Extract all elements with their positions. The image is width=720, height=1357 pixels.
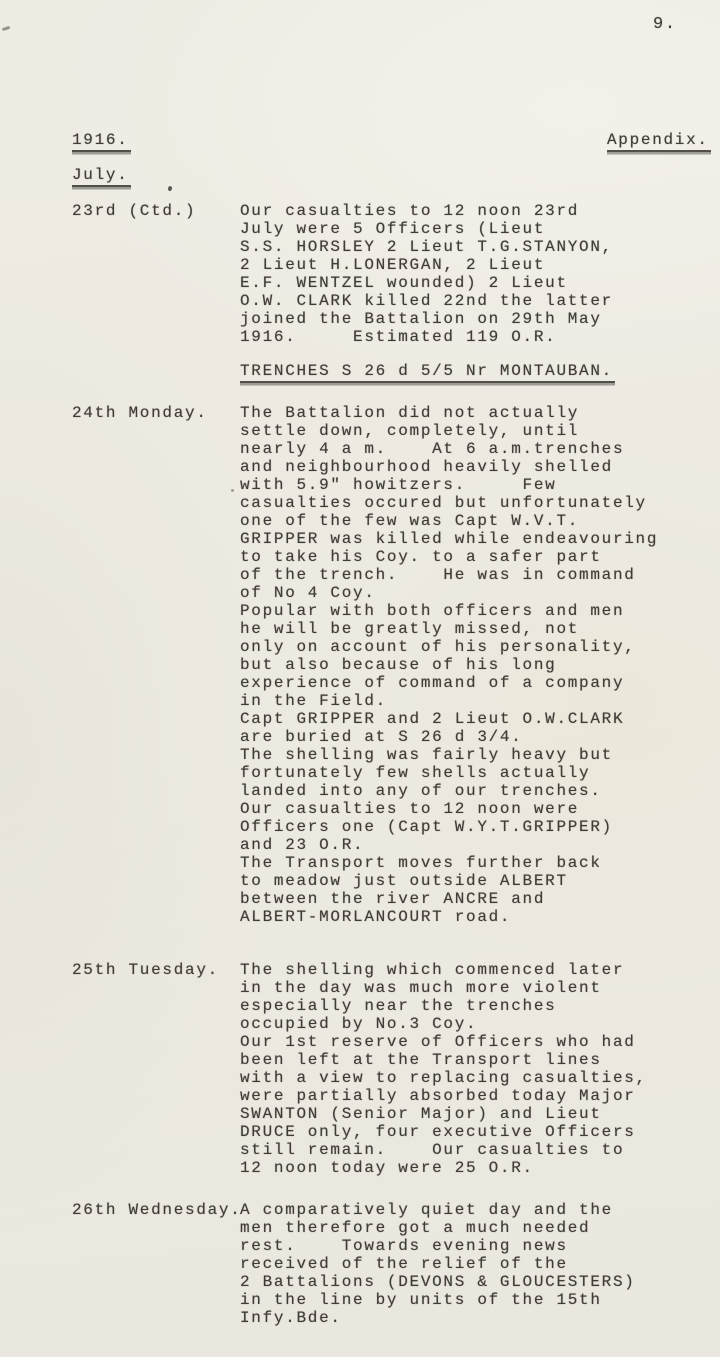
- entry-line: 2 Battalions (DEVONS & GLOUCESTERS): [240, 1273, 636, 1291]
- entry-line: and 23 O.R.: [240, 836, 365, 854]
- ink-speck: [231, 489, 234, 492]
- entry-line: 12 noon today were 25 O.R.: [240, 1159, 534, 1177]
- entry-date: 24th Monday.: [72, 404, 208, 422]
- entry-line: nearly 4 a m. At 6 a.m.trenches: [240, 440, 625, 458]
- entry-line: Our casualties to 12 noon were: [240, 800, 580, 818]
- ink-speck: [2, 26, 10, 31]
- entry-line: Infy.Bde.: [240, 1309, 342, 1327]
- entry-line: S.S. HORSLEY 2 Lieut T.G.STANYON,: [240, 238, 613, 256]
- entry-line: E.F. WENTZEL wounded) 2 Lieut: [240, 274, 568, 292]
- entry-line: and neighbourhood heavily shelled: [240, 458, 613, 476]
- entry-line: ALBERT-MORLANCOURT road.: [240, 908, 512, 926]
- entry-line: still remain. Our casualties to: [240, 1141, 625, 1159]
- entry-line: The shelling which commenced later: [240, 961, 625, 979]
- entry-date: 25th Tuesday.: [72, 961, 219, 979]
- entry-line: The Battalion did not actually: [240, 404, 580, 422]
- entry-line: 2 Lieut H.LONERGAN, 2 Lieut: [240, 256, 546, 274]
- entry-line: July were 5 Officers (Lieut: [240, 220, 546, 238]
- diary-entry: [0, 404, 720, 926]
- entry-line: between the river ANCRE and: [240, 890, 546, 908]
- section-heading: [240, 362, 615, 383]
- appendix-text: Appendix.: [607, 131, 711, 152]
- entry-body: [240, 404, 680, 926]
- month-text: July.: [72, 166, 131, 187]
- month-label: [72, 166, 131, 187]
- entry-line: occupied by No.3 Coy.: [240, 1015, 478, 1033]
- entry-line: of the trench. He was in command: [240, 566, 636, 584]
- entry-line: been left at the Transport lines: [240, 1051, 602, 1069]
- entry-line: Popular with both officers and men: [240, 602, 625, 620]
- entry-line: DRUCE only, four executive Officers: [240, 1123, 636, 1141]
- section-heading-text: TRENCHES S 26 d 5/5 Nr MONTAUBAN.: [240, 362, 615, 383]
- entry-line: were partially absorbed today Major: [240, 1087, 636, 1105]
- entry-line: received of the relief of the: [240, 1255, 568, 1273]
- entry-line: one of the few was Capt W.V.T.: [240, 512, 580, 530]
- entry-line: settle down, completely, until: [240, 422, 580, 440]
- page-number: 9.: [653, 15, 677, 34]
- diary-entry: [0, 202, 720, 346]
- entry-line: especially near the trenches: [240, 997, 557, 1015]
- entry-line: The shelling was fairly heavy but: [240, 746, 613, 764]
- entry-line: of No 4 Coy.: [240, 584, 376, 602]
- entry-date: 26th Wednesday.: [72, 1201, 242, 1219]
- entry-line: to meadow just outside ALBERT: [240, 872, 568, 890]
- diary-entry: [0, 961, 720, 1177]
- entry-line: GRIPPER was killed while endeavouring: [240, 530, 659, 548]
- entry-line: experience of command of a company: [240, 674, 625, 692]
- entry-line: Officers one (Capt W.Y.T.GRIPPER): [240, 818, 613, 836]
- entry-line: men therefore got a much needed: [240, 1219, 591, 1237]
- entry-body: [240, 961, 680, 1177]
- diary-entry: [0, 1201, 720, 1327]
- entry-line: rest. Towards evening news: [240, 1237, 568, 1255]
- appendix-label: [607, 131, 711, 152]
- year-label: [72, 131, 131, 152]
- entry-body: [240, 202, 680, 346]
- entry-line: landed into any of our trenches.: [240, 782, 602, 800]
- entry-line: with a view to replacing casualties,: [240, 1069, 647, 1087]
- year-text: 1916.: [72, 131, 131, 152]
- entry-line: O.W. CLARK killed 22nd the latter: [240, 292, 613, 310]
- ink-speck: [167, 186, 172, 192]
- entry-line: Capt GRIPPER and 2 Lieut O.W.CLARK: [240, 710, 625, 728]
- entry-line: SWANTON (Senior Major) and Lieut: [240, 1105, 602, 1123]
- entry-line: 1916. Estimated 119 O.R.: [240, 328, 557, 346]
- entry-line: in the day was much more violent: [240, 979, 602, 997]
- entry-line: The Transport moves further back: [240, 854, 602, 872]
- entry-line: casualties occured but unfortunately: [240, 494, 647, 512]
- entry-line: to take his Coy. to a safer part: [240, 548, 602, 566]
- entry-line: fortunately few shells actually: [240, 764, 591, 782]
- entry-line: are buried at S 26 d 3/4.: [240, 728, 523, 746]
- entry-line: in the Field.: [240, 692, 387, 710]
- entry-line: joined the Battalion on 29th May: [240, 310, 602, 328]
- entry-line: in the line by units of the 15th: [240, 1291, 602, 1309]
- entry-body: [240, 1201, 680, 1327]
- entry-line: but also because of his long: [240, 656, 557, 674]
- entry-line: he will be greatly missed, not: [240, 620, 580, 638]
- entry-line: A comparatively quiet day and the: [240, 1201, 613, 1219]
- entry-line: Our casualties to 12 noon 23rd: [240, 202, 580, 220]
- entry-line: Our 1st reserve of Officers who had: [240, 1033, 636, 1051]
- entry-date: 23rd (Ctd.): [72, 202, 197, 220]
- entry-line: with 5.9" howitzers. Few: [240, 476, 557, 494]
- entry-line: only on account of his personality,: [240, 638, 636, 656]
